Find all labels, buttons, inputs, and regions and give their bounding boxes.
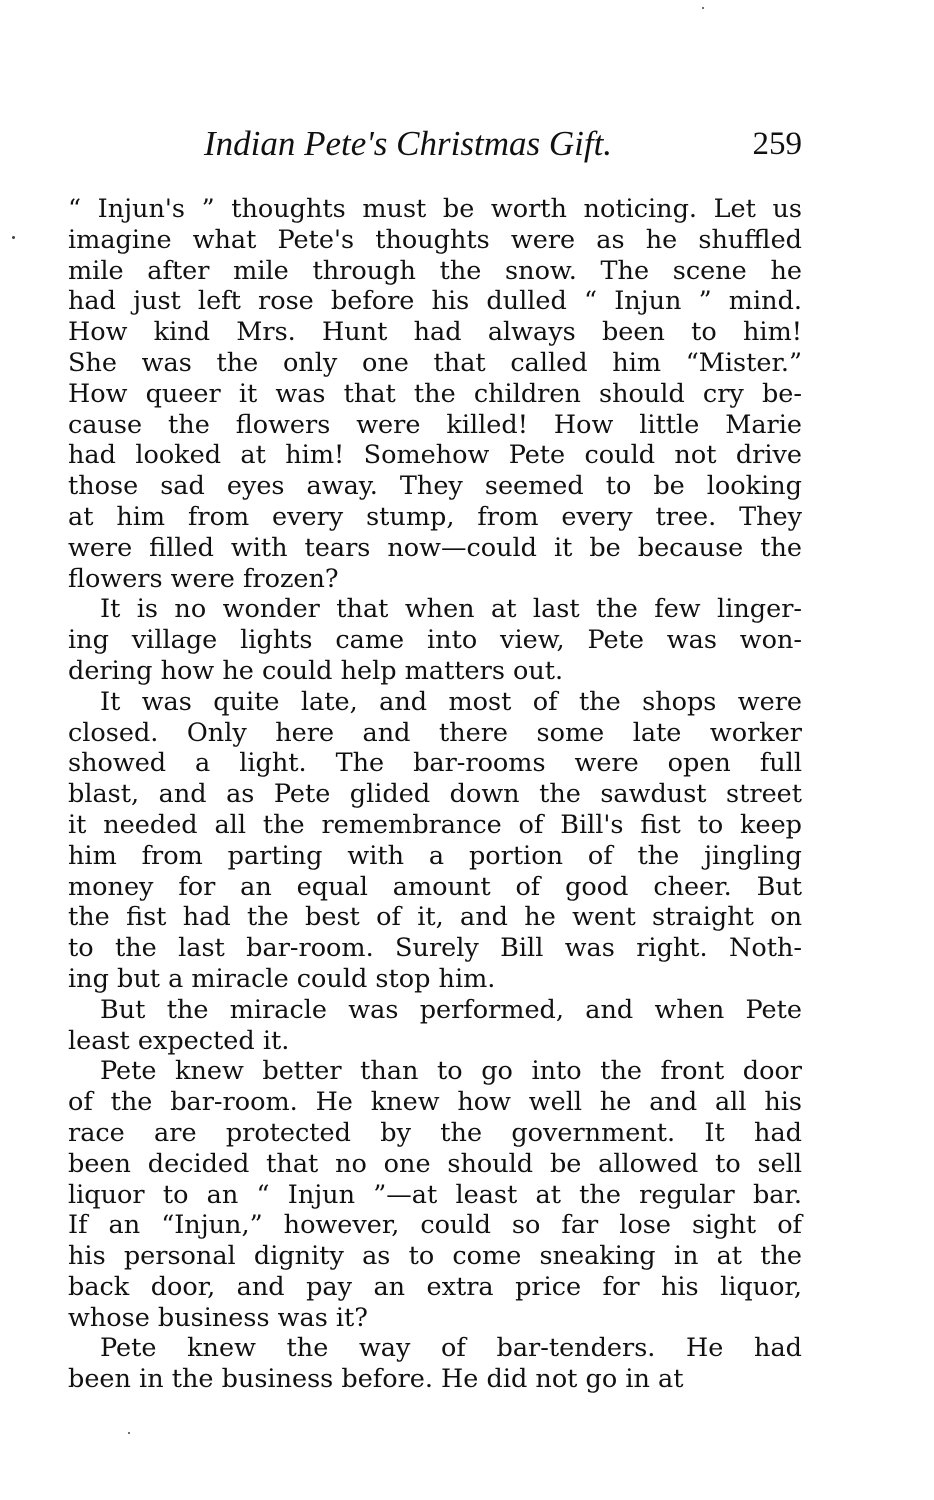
text-line: him from parting with a portion of the jingling <box>68 840 802 871</box>
text-line: mile after mile through the snow. The scene he <box>68 255 802 286</box>
text-line: Pete knew better than to go into the front door <box>100 1056 802 1087</box>
paragraph <box>68 687 802 995</box>
text-line: She was the only one that called him “Mister.” <box>68 347 802 378</box>
text-line: least expected it. <box>68 1025 290 1056</box>
margin-speck <box>128 1432 130 1434</box>
text-line: But the miracle was performed, and when Pete <box>100 994 802 1025</box>
text-line: at him from every stump, from every tree. They <box>68 501 802 532</box>
text-line: to the last bar-room. Surely Bill was right. Noth- <box>68 933 802 964</box>
text-line: How queer it was that the children should cry be- <box>68 378 802 409</box>
text-line: It is no wonder that when at last the few linger- <box>100 594 802 625</box>
text-line: closed. Only here and there some late worker <box>68 717 802 748</box>
text-line: ing but a miracle could stop him. <box>68 963 496 994</box>
text-line: had just left rose before his dulled “ Injun ” mind. <box>68 286 802 317</box>
margin-speck <box>702 7 704 9</box>
text-line: If an “Injun,” however, could so far lose sight of <box>68 1210 802 1241</box>
text-line: those sad eyes away. They seemed to be looking <box>68 471 802 502</box>
text-line: “ Injun's ” thoughts must be worth noticing. Let us <box>68 194 802 224</box>
text-line: cause the flowers were killed! How little Marie <box>68 409 802 440</box>
text-line: race are protected by the government. It had <box>68 1117 802 1148</box>
paragraph <box>68 1056 802 1333</box>
text-line: the fist had the best of it, and he went straight on <box>68 902 802 933</box>
paragraph <box>68 1333 802 1395</box>
text-line: Pete knew the way of bar-tenders. He had <box>100 1333 802 1364</box>
page-header <box>68 122 802 166</box>
paragraph <box>68 995 802 1057</box>
text-line: It was quite late, and most of the shops were <box>100 686 802 717</box>
text-line: dering how he could help matters out. <box>68 655 564 686</box>
paragraph <box>68 194 802 594</box>
text-line: of the bar-room. He knew how well he and all his <box>68 1087 802 1118</box>
text-line: been in the business before. He did not go in at <box>68 1364 684 1395</box>
text-line: been decided that no one should be allowed to sell <box>68 1148 802 1179</box>
running-title: Indian Pete's Christmas Gift. <box>204 124 613 163</box>
text-line: his personal dignity as to come sneaking in at the <box>68 1241 802 1272</box>
text-line: back door, and pay an extra price for his liquor, <box>68 1271 802 1302</box>
text-line: flowers were frozen? <box>68 563 339 594</box>
page-number: 259 <box>752 126 802 162</box>
text-line: blast, and as Pete glided down the sawdust street <box>68 779 802 810</box>
text-line: it needed all the remembrance of Bill's fist to keep <box>68 809 802 840</box>
text-line: were filled with tears now—could it be because the <box>68 532 802 563</box>
text-line: whose business was it? <box>68 1302 368 1333</box>
paragraph <box>68 594 802 686</box>
text-line: had looked at him! Somehow Pete could not drive <box>68 440 802 471</box>
text-line: ing village lights came into view, Pete was won- <box>68 625 802 656</box>
text-line: showed a light. The bar-rooms were open full <box>68 748 802 779</box>
text-line: How kind Mrs. Hunt had always been to him! <box>68 317 802 348</box>
margin-speck <box>12 236 15 239</box>
text-line: imagine what Pete's thoughts were as he shuffled <box>68 224 802 255</box>
text-line: money for an equal amount of good cheer. But <box>68 871 802 902</box>
body-text <box>68 194 802 1395</box>
text-line: liquor to an “ Injun ”—at least at the regular bar. <box>68 1179 802 1210</box>
